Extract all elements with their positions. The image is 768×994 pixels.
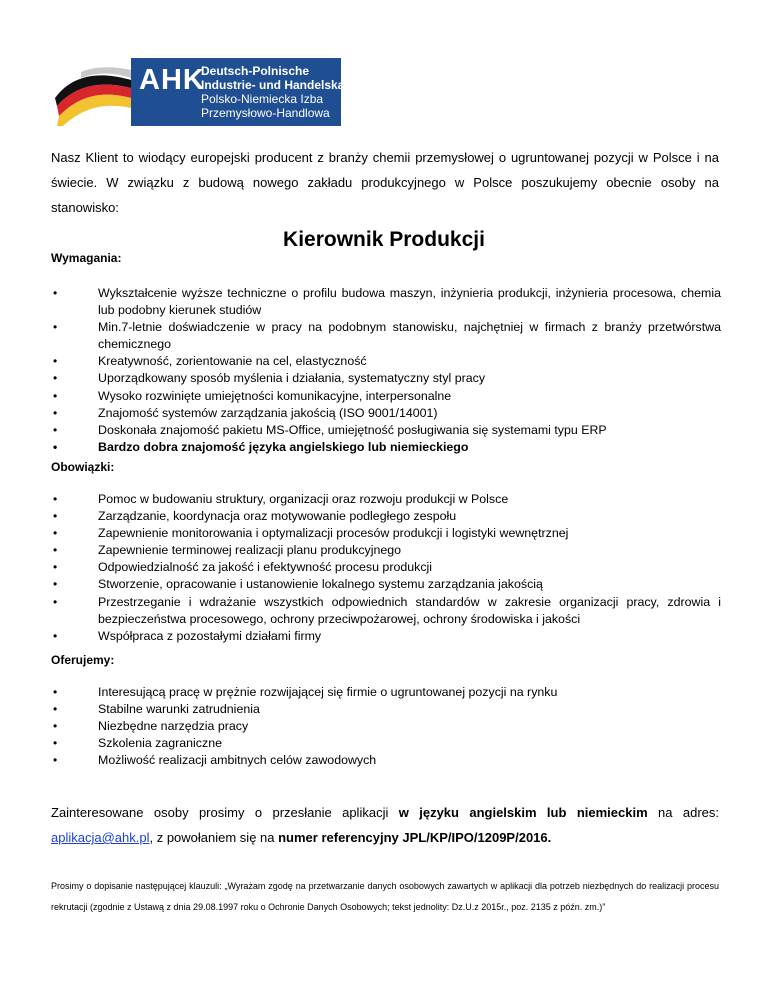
- logo-line-4: Przemysłowo-Handlowa: [201, 106, 330, 120]
- logo-line-2: Industrie- und Handelskammer: [201, 78, 378, 92]
- list-item: • Szkolenia zagraniczne: [51, 735, 721, 752]
- logo-line-1: Deutsch-Polnische: [201, 64, 310, 78]
- logo-line-3: Polsko-Niemiecka Izba: [201, 92, 324, 106]
- contact-text-2: na adres:: [647, 805, 719, 820]
- list-item: • Kreatywność, zorientowanie na cel, elastyczność: [51, 353, 721, 370]
- list-item: • Wysoko rozwinięte umiejętności komunikacyjne, interpersonalne: [51, 388, 721, 405]
- duties-list: [51, 491, 721, 645]
- list-item: • Zapewnienie monitorowania i optymalizacji procesów produkcji i logistyki wewnętrznej: [51, 525, 721, 542]
- logo-ahk-text: AHK: [139, 64, 205, 96]
- list-item: • Bardzo dobra znajomość języka angielskiego lub niemieckiego: [51, 439, 721, 456]
- requirements-heading: Wymagania:: [51, 251, 122, 265]
- list-item: • Przestrzeganie i wdrażanie wszystkich odpowiednich standardów w zakresie organizacji pracy, zdrowia i bezpieczeństwa procesowego, ochrony przeciwpożarowej, ochrony środowiska i jakości: [51, 594, 721, 628]
- list-item: • Zarządzanie, koordynacja oraz motywowanie podległego zespołu: [51, 508, 721, 525]
- list-item: • Doskonała znajomość pakietu MS-Office, umiejętność posługiwania się systemami typu ERP: [51, 422, 721, 439]
- contact-text-1: Zainteresowane osoby prosimy o przesłanie aplikacji: [51, 805, 399, 820]
- offer-heading: Oferujemy:: [51, 653, 115, 667]
- email-link[interactable]: aplikacja@ahk.pl: [51, 830, 150, 845]
- requirements-list: [51, 285, 721, 456]
- list-item: • Interesującą pracę w prężnie rozwijającej się firmie o ugruntowanej pozycji na rynku: [51, 684, 721, 701]
- logo-chamber-name: [201, 64, 377, 120]
- contact-paragraph: [51, 800, 719, 850]
- contact-text-3: , z powołaniem się na: [149, 830, 279, 845]
- duties-heading: Obowiązki:: [51, 460, 115, 474]
- list-item: • Odpowiedzialność za jakość i efektywność procesu produkcji: [51, 559, 721, 576]
- list-item: • Wykształcenie wyższe techniczne o profilu budowa maszyn, inżynieria produkcji, inżynieria procesowa, chemia lub podobny kierunek studiów: [51, 285, 721, 319]
- offer-list: [51, 684, 721, 769]
- list-item: • Min.7-letnie doświadczenie w pracy na podobnym stanowisku, najchętniej w firmach z branży przetwórstwa chemicznego: [51, 319, 721, 353]
- intro-paragraph: Nasz Klient to wiodący europejski producent z branży chemii przemysłowej o ugruntowanej pozycji w Polsce i na świecie. W związku z budową nowego zakładu produkcyjnego w Polsce poszukujemy obecnie osoby na stanowisko:: [51, 150, 719, 215]
- list-item: • Możliwość realizacji ambitnych celów zawodowych: [51, 752, 721, 769]
- reference-number: numer referencyjny JPL/KP/IPO/1209P/2016.: [278, 830, 552, 845]
- list-item: • Pomoc w budowaniu struktury, organizacji oraz rozwoju produkcji w Polsce: [51, 491, 721, 508]
- list-item: • Uporządkowany sposób myślenia i działania, systematyczny styl pracy: [51, 370, 721, 387]
- list-item: • Zapewnienie terminowej realizacji planu produkcyjnego: [51, 542, 721, 559]
- list-item: • Niezbędne narzędzia pracy: [51, 718, 721, 735]
- ahk-logo: [51, 58, 391, 126]
- list-item: • Znajomość systemów zarządzania jakością (ISO 9001/14001): [51, 405, 721, 422]
- list-item: • Współpraca z pozostałymi działami firmy: [51, 628, 721, 645]
- job-title: Kierownik Produkcji: [283, 228, 485, 251]
- gdpr-clause: Prosimy o dopisanie następującej klauzuli: „Wyrażam zgodę na przetwarzanie danych osobowych zawartych w aplikacji dla potrzeb niezbędnych do realizacji procesu rekrutacji (zgodnie z Ustawą z dnia 29.08.1997 roku o Ochronie Danych Osobowych; tekst jednolity: Dz.U.z 2015r., poz. 2135 z późn. zm.)”: [51, 881, 719, 912]
- flag-swoosh-icon: [51, 58, 131, 126]
- contact-language: w języku angielskim lub niemieckim: [398, 805, 648, 820]
- list-item: • Stworzenie, opracowanie i ustanowienie lokalnego systemu zarządzania jakością: [51, 576, 721, 593]
- list-item: • Stabilne warunki zatrudnienia: [51, 701, 721, 718]
